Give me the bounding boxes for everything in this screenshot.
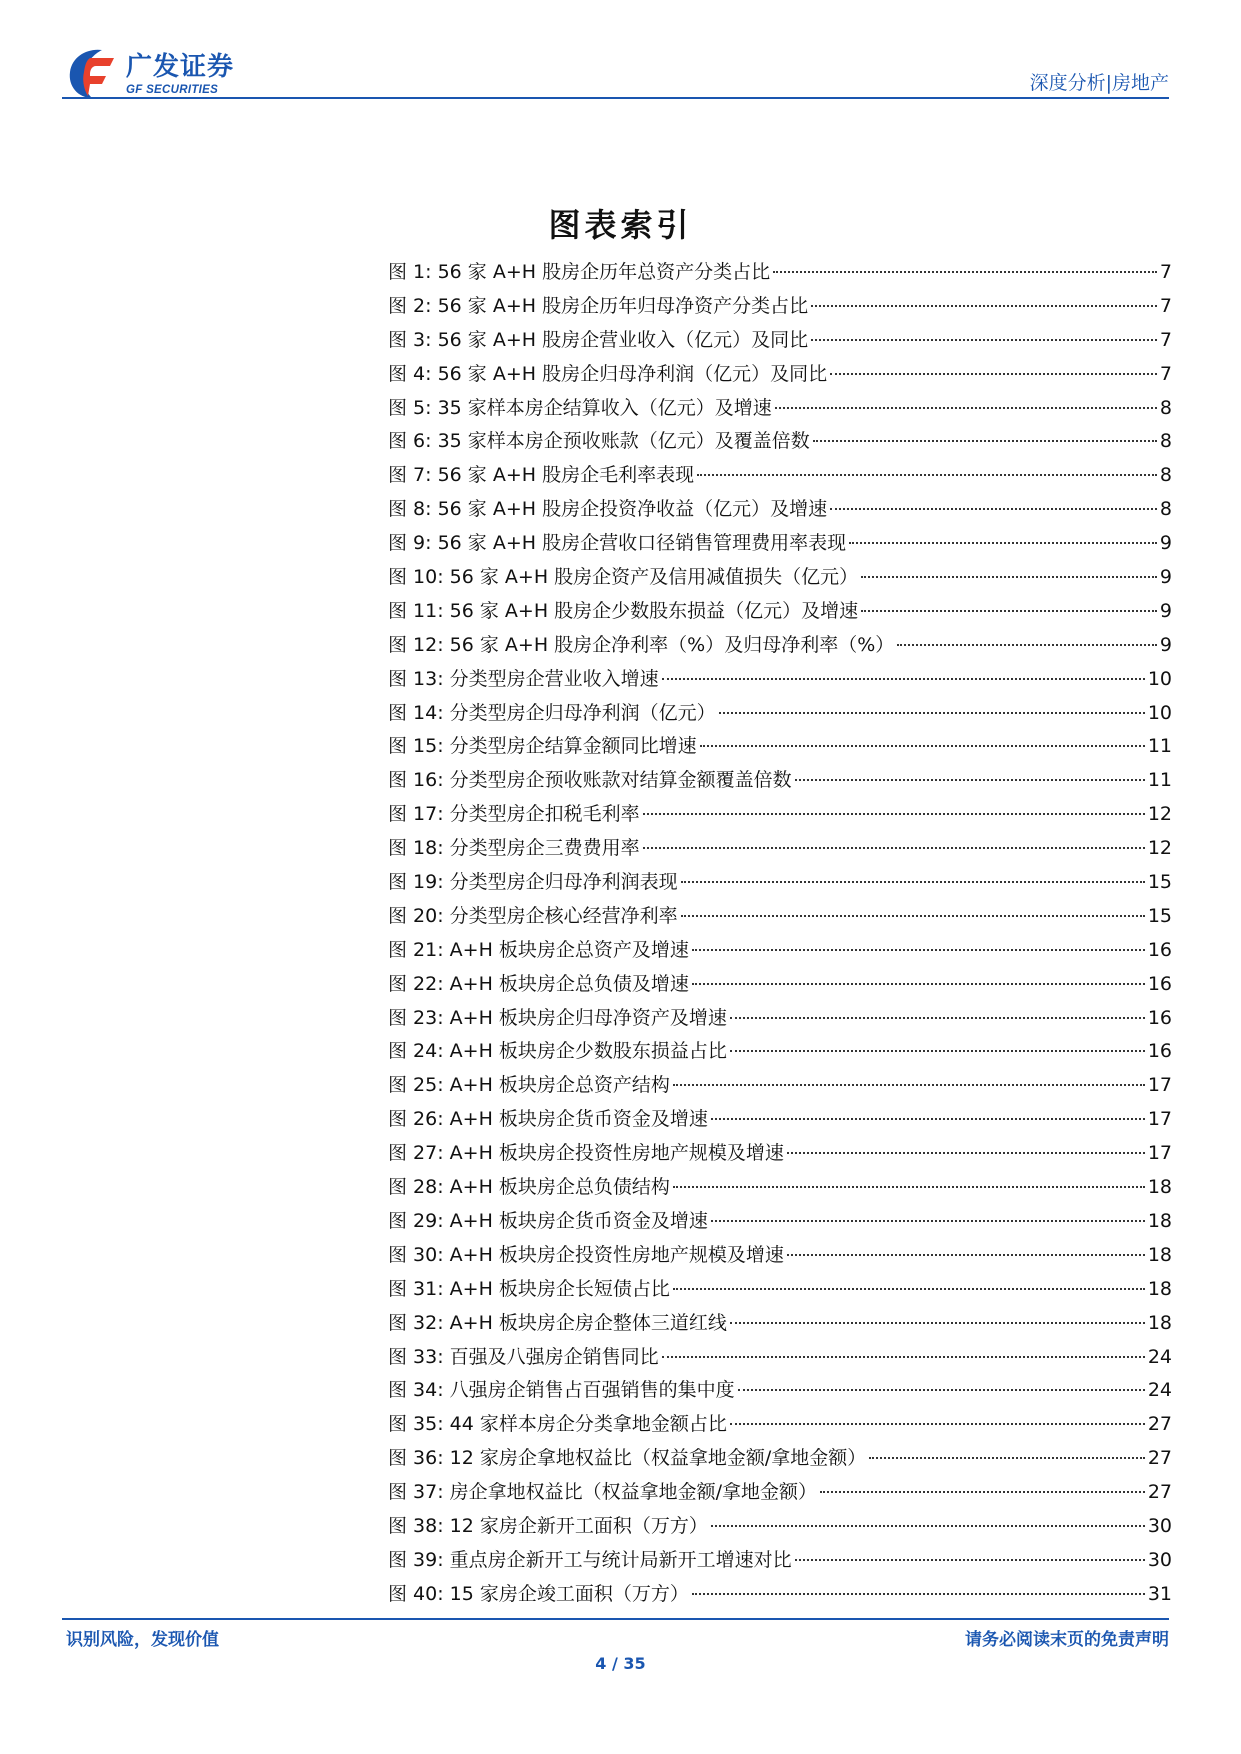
toc-entry-page: 9 <box>1159 566 1172 589</box>
toc-entry[interactable] <box>388 663 1172 697</box>
toc-entry-label: 图 24: A+H 板块房企少数股东损益占比 <box>388 1040 727 1063</box>
toc-leader-dots <box>738 1389 1145 1391</box>
toc-leader-dots <box>692 983 1145 985</box>
toc-entry-label: 图 36: 12 家房企拿地权益比（权益拿地金额/拿地金额） <box>388 1447 867 1470</box>
toc-entry-page: 16 <box>1147 1006 1172 1029</box>
toc-leader-dots <box>662 1356 1145 1358</box>
toc-entry-label: 图 25: A+H 板块房企总资产结构 <box>388 1074 670 1097</box>
toc-entry-page: 30 <box>1147 1514 1172 1537</box>
toc-entry-page: 12 <box>1147 837 1172 860</box>
toc-entry-page: 8 <box>1159 430 1172 453</box>
toc-entry[interactable] <box>388 764 1172 798</box>
toc-entry-page: 9 <box>1159 599 1172 622</box>
toc-leader-dots <box>730 1017 1145 1019</box>
toc-entry-label: 图 3: 56 家 A+H 股房企营业收入（亿元）及同比 <box>388 328 809 351</box>
toc-entry[interactable] <box>388 1069 1172 1103</box>
toc-entry-page: 17 <box>1147 1108 1172 1131</box>
toc-entry-page: 12 <box>1147 803 1172 826</box>
toc-entry-label: 图 27: A+H 板块房企投资性房地产规模及增速 <box>388 1142 784 1165</box>
toc-entry-page: 10 <box>1147 701 1172 724</box>
toc-entry-page: 8 <box>1159 396 1172 419</box>
toc-leader-dots <box>692 1593 1145 1595</box>
toc-entry[interactable] <box>388 1374 1172 1408</box>
toc-leader-dots <box>719 712 1145 714</box>
header-divider <box>62 97 1169 99</box>
toc-leader-dots <box>813 440 1157 442</box>
toc-entry-label: 图 12: 56 家 A+H 股房企净利率（%）及归母净利率（%） <box>388 633 895 656</box>
toc-entry-label: 图 8: 56 家 A+H 股房企投资净收益（亿元）及增速 <box>388 498 828 521</box>
toc-entry[interactable] <box>388 527 1172 561</box>
toc-entry[interactable] <box>388 730 1172 764</box>
toc-entry-label: 图 15: 分类型房企结算金额同比增速 <box>388 735 697 758</box>
toc-entry-page: 10 <box>1147 667 1172 690</box>
toc-entry[interactable] <box>388 290 1172 324</box>
toc-entry-label: 图 39: 重点房企新开工与统计局新开工增速对比 <box>388 1548 792 1571</box>
company-logo <box>62 44 272 102</box>
toc-entry[interactable] <box>388 358 1172 392</box>
toc-entry-page: 8 <box>1159 498 1172 521</box>
toc-leader-dots <box>643 847 1145 849</box>
toc-entry-page: 7 <box>1159 261 1172 283</box>
toc-entry[interactable] <box>388 1239 1172 1273</box>
page-number: 4 / 35 <box>595 1654 646 1673</box>
toc-leader-dots <box>775 407 1157 409</box>
logo-chinese-name: 广发证券 <box>126 52 235 82</box>
toc-leader-dots <box>730 1322 1145 1324</box>
toc-entry-page: 27 <box>1147 1481 1172 1504</box>
toc-entry-page: 7 <box>1159 294 1172 317</box>
toc-leader-dots <box>795 1559 1145 1561</box>
toc-entry[interactable] <box>388 425 1172 459</box>
toc-entry-page: 16 <box>1147 1040 1172 1063</box>
toc-entry-label: 图 20: 分类型房企核心经营净利率 <box>388 904 678 927</box>
toc-leader-dots <box>861 610 1157 612</box>
toc-entry[interactable] <box>388 1205 1172 1239</box>
toc-leader-dots <box>711 1118 1145 1120</box>
toc-entry-page: 24 <box>1147 1379 1172 1402</box>
toc-entry-page: 7 <box>1159 362 1172 385</box>
toc-entry[interactable] <box>388 1544 1172 1578</box>
report-category: 深度分析|房地产 <box>1029 72 1169 94</box>
toc-entry-page: 11 <box>1147 735 1172 758</box>
toc-leader-dots <box>700 745 1145 747</box>
toc-leader-dots <box>897 644 1157 646</box>
toc-leader-dots <box>869 1457 1145 1459</box>
toc-entry-label: 图 33: 百强及八强房企销售同比 <box>388 1345 659 1368</box>
toc-leader-dots <box>830 373 1157 375</box>
toc-entry[interactable] <box>388 866 1172 900</box>
toc-entry-label: 图 1: 56 家 A+H 股房企历年总资产分类占比 <box>388 261 771 283</box>
toc-entry-label: 图 37: 房企拿地权益比（权益拿地金额/拿地金额） <box>388 1481 818 1504</box>
toc-leader-dots <box>681 881 1145 883</box>
toc-entry-label: 图 26: A+H 板块房企货币资金及增速 <box>388 1108 708 1131</box>
toc-leader-dots <box>673 1288 1145 1290</box>
toc-entry-page: 24 <box>1147 1345 1172 1368</box>
toc-entry-label: 图 19: 分类型房企归母净利润表现 <box>388 871 678 894</box>
toc-leader-dots <box>673 1186 1145 1188</box>
toc-entry-label: 图 16: 分类型房企预收账款对结算金额覆盖倍数 <box>388 769 792 792</box>
toc-entry-label: 图 28: A+H 板块房企总负债结构 <box>388 1176 670 1199</box>
toc-entry-label: 图 5: 35 家样本房企结算收入（亿元）及增速 <box>388 396 772 419</box>
toc-entry-label: 图 18: 分类型房企三费费用率 <box>388 837 640 860</box>
toc-entry-label: 图 40: 15 家房企竣工面积（万方） <box>388 1582 689 1605</box>
toc-entry-label: 图 38: 12 家房企新开工面积（万方） <box>388 1514 708 1537</box>
toc-entry[interactable] <box>388 697 1172 731</box>
toc-leader-dots <box>811 305 1157 307</box>
toc-leader-dots <box>692 949 1145 951</box>
toc-entry-page: 11 <box>1147 769 1172 792</box>
toc-entry-label: 图 31: A+H 板块房企长短债占比 <box>388 1277 670 1300</box>
toc-leader-dots <box>673 1084 1145 1086</box>
toc-entry-label: 图 4: 56 家 A+H 股房企归母净利润（亿元）及同比 <box>388 362 828 385</box>
toc-entry[interactable] <box>388 1442 1172 1476</box>
toc-entry-page: 9 <box>1159 633 1172 656</box>
toc-entry-label: 图 14: 分类型房企归母净利润（亿元） <box>388 701 716 724</box>
toc-entry-page: 8 <box>1159 464 1172 487</box>
toc-entry-page: 17 <box>1147 1074 1172 1097</box>
toc-entry[interactable] <box>388 493 1172 527</box>
toc-entry-label: 图 13: 分类型房企营业收入增速 <box>388 667 659 690</box>
toc-entry[interactable] <box>388 1002 1172 1036</box>
toc-entry-label: 图 34: 八强房企销售占百强销售的集中度 <box>388 1379 735 1402</box>
footer-slogan: 识别风险，发现价值 <box>66 1630 219 1650</box>
toc-entry[interactable] <box>388 256 1172 290</box>
toc-entry[interactable] <box>388 629 1172 663</box>
toc-entry-label: 图 21: A+H 板块房企总资产及增速 <box>388 938 689 961</box>
footer-disclaimer-note: 请务必阅读末页的免责声明 <box>965 1630 1169 1650</box>
toc-leader-dots <box>811 339 1157 341</box>
toc-entry[interactable] <box>388 561 1172 595</box>
gf-logo-icon <box>62 44 120 102</box>
toc-entry[interactable] <box>388 392 1172 426</box>
toc-entry-page: 18 <box>1147 1176 1172 1199</box>
toc-entry-label: 图 23: A+H 板块房企归母净资产及增速 <box>388 1006 727 1029</box>
toc-leader-dots <box>681 915 1145 917</box>
toc-entry[interactable] <box>388 1273 1172 1307</box>
toc-entry-page: 31 <box>1147 1582 1172 1605</box>
toc-entry[interactable] <box>388 1408 1172 1442</box>
toc-entry[interactable] <box>388 459 1172 493</box>
toc-entry[interactable] <box>388 1510 1172 1544</box>
toc-entry[interactable] <box>388 595 1172 629</box>
toc-leader-dots <box>730 1050 1145 1052</box>
toc-leader-dots <box>795 779 1145 781</box>
toc-entry-page: 27 <box>1147 1447 1172 1470</box>
toc-entry-page: 9 <box>1159 532 1172 555</box>
toc-entry-page: 15 <box>1147 904 1172 927</box>
toc-leader-dots <box>861 576 1157 578</box>
page-title: 图表索引 <box>548 206 693 244</box>
toc-entry-page: 18 <box>1147 1311 1172 1334</box>
toc-entry-label: 图 35: 44 家样本房企分类拿地金额占比 <box>388 1413 727 1436</box>
toc-entry[interactable] <box>388 900 1172 934</box>
toc-leader-dots <box>711 1525 1145 1527</box>
toc-leader-dots <box>697 474 1157 476</box>
toc-leader-dots <box>773 271 1157 273</box>
toc-entry[interactable] <box>388 1035 1172 1069</box>
toc-leader-dots <box>830 508 1157 510</box>
toc-entry-page: 16 <box>1147 972 1172 995</box>
toc-entry-label: 图 30: A+H 板块房企投资性房地产规模及增速 <box>388 1243 784 1266</box>
toc-leader-dots <box>730 1423 1145 1425</box>
toc-entry-label: 图 22: A+H 板块房企总负债及增速 <box>388 972 689 995</box>
toc-entry-page: 7 <box>1159 328 1172 351</box>
toc-entry-page: 17 <box>1147 1142 1172 1165</box>
toc-entry-label: 图 6: 35 家样本房企预收账款（亿元）及覆盖倍数 <box>388 430 810 453</box>
toc-leader-dots <box>662 678 1145 680</box>
toc-entry-label: 图 11: 56 家 A+H 股房企少数股东损益（亿元）及增速 <box>388 599 859 622</box>
toc-entry[interactable] <box>388 324 1172 358</box>
toc-entry[interactable] <box>388 1341 1172 1375</box>
toc-entry-page: 27 <box>1147 1413 1172 1436</box>
toc-entry[interactable] <box>388 1578 1172 1612</box>
toc-leader-dots <box>643 813 1145 815</box>
toc-entry[interactable] <box>388 1171 1172 1205</box>
toc-entry-page: 16 <box>1147 938 1172 961</box>
logo-english-name: GF SECURITIES <box>126 84 219 96</box>
toc-leader-dots <box>787 1152 1145 1154</box>
toc-leader-dots <box>820 1491 1145 1493</box>
toc-leader-dots <box>711 1220 1145 1222</box>
toc-entry-label: 图 29: A+H 板块房企货币资金及增速 <box>388 1209 708 1232</box>
toc-entry[interactable] <box>388 798 1172 832</box>
toc-entry-page: 18 <box>1147 1243 1172 1266</box>
toc-entry[interactable] <box>388 968 1172 1002</box>
toc-entry-label: 图 7: 56 家 A+H 股房企毛利率表现 <box>388 464 695 487</box>
toc-entry[interactable] <box>388 1137 1172 1171</box>
toc-entry-label: 图 9: 56 家 A+H 股房企营收口径销售管理费用率表现 <box>388 532 847 555</box>
toc-entry-page: 18 <box>1147 1277 1172 1300</box>
toc-entry-label: 图 17: 分类型房企扣税毛利率 <box>388 803 640 826</box>
toc-entry[interactable] <box>388 832 1172 866</box>
toc-entry-label: 图 32: A+H 板块房企房企整体三道红线 <box>388 1311 727 1334</box>
toc-leader-dots <box>849 542 1157 544</box>
toc-entry-page: 15 <box>1147 871 1172 894</box>
toc-entry-label: 图 2: 56 家 A+H 股房企历年归母净资产分类占比 <box>388 294 809 317</box>
toc-entry[interactable] <box>388 1103 1172 1137</box>
toc-leader-dots <box>787 1254 1145 1256</box>
toc-entry[interactable] <box>388 1476 1172 1510</box>
toc-entry-page: 30 <box>1147 1548 1172 1571</box>
footer-divider <box>62 1618 1169 1620</box>
figure-index-list <box>388 256 1172 1612</box>
toc-entry[interactable] <box>388 934 1172 968</box>
toc-entry-page: 18 <box>1147 1209 1172 1232</box>
toc-entry-label: 图 10: 56 家 A+H 股房企资产及信用减值损失（亿元） <box>388 566 859 589</box>
toc-entry[interactable] <box>388 1307 1172 1341</box>
